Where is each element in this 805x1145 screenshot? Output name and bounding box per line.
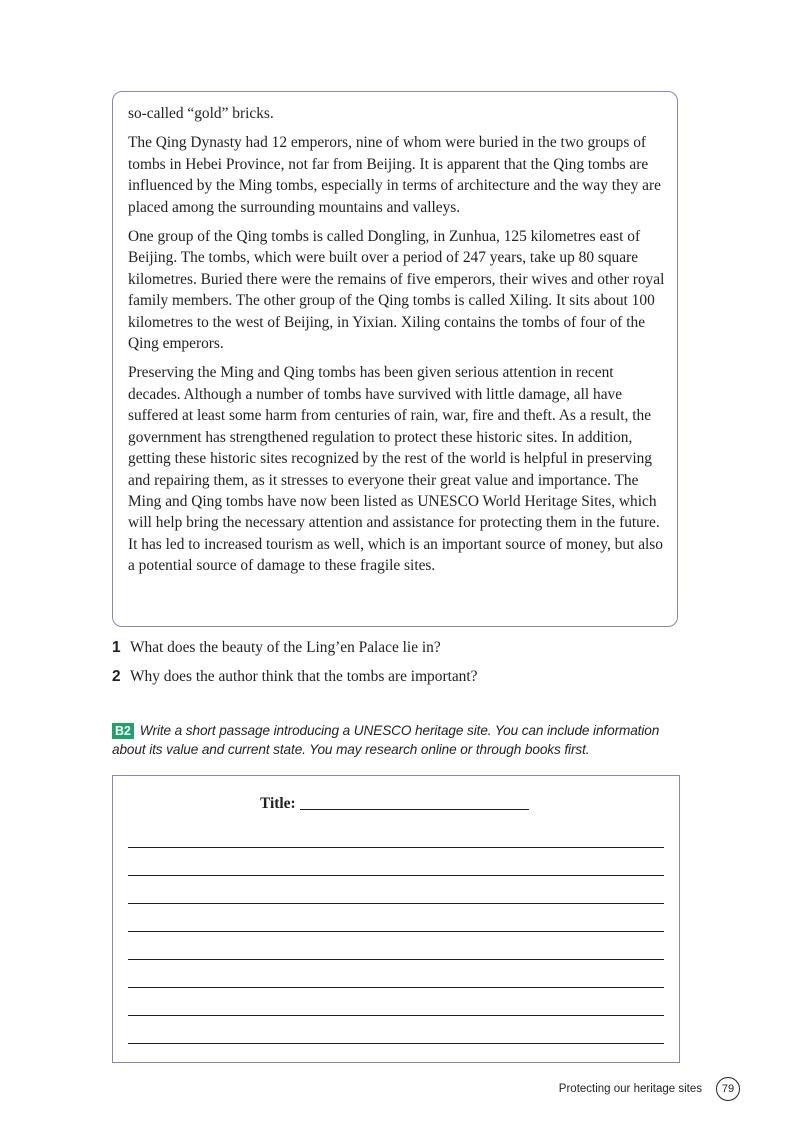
writing-line[interactable]	[128, 1015, 664, 1016]
footer-section-title: Protecting our heritage sites	[558, 1083, 702, 1095]
title-blank-line[interactable]	[300, 795, 529, 810]
question-item	[112, 667, 682, 687]
writing-line[interactable]	[128, 847, 664, 848]
comprehension-questions	[112, 638, 682, 696]
writing-area[interactable]	[112, 775, 680, 1063]
title-row	[260, 795, 529, 813]
reading-passage-box	[112, 91, 678, 627]
page-number: 79	[716, 1077, 740, 1101]
passage-paragraph-3: One group of the Qing tombs is called Dongling, in Zunhua, 125 kilometres east of Beijing. The tombs, which were built over a period of 247 years, take up 80 square kilometres. Buried there were the remains of five emperors, their wives and other royal family members. The other group of the Qing tombs is called Xiling. It sits about 100 kilometres to the west of Beijing, in Yixian. Xiling contains the tombs of four of the Qing emperors.	[128, 228, 665, 353]
passage-paragraph-2: The Qing Dynasty had 12 emperors, nine of whom were buried in the two groups of tombs in Hebei Province, not far from Beijing. It is apparent that the Qing tombs are influenced by the Ming tombs, especially in terms of architecture and the way they are placed among the surrounding mountains and valleys.	[128, 134, 661, 216]
writing-line[interactable]	[128, 987, 664, 988]
writing-line[interactable]	[128, 875, 664, 876]
passage-paragraph-1: so-called “gold” bricks.	[128, 105, 274, 122]
writing-line[interactable]	[128, 959, 664, 960]
question-item	[112, 638, 682, 658]
title-label: Title:	[260, 795, 296, 812]
question-text: What does the beauty of the Ling’en Palace lie in?	[130, 639, 441, 656]
writing-line[interactable]	[128, 903, 664, 904]
question-number: 2	[112, 668, 121, 685]
writing-task	[112, 721, 682, 759]
question-text: Why does the author think that the tombs are important?	[130, 668, 478, 685]
writing-line[interactable]	[128, 1043, 664, 1044]
question-number: 1	[112, 639, 121, 656]
page-footer	[500, 1077, 740, 1103]
task-instruction: Write a short passage introducing a UNESCO heritage site. You can include information about its value and current state. You may research online or through books first.	[112, 723, 660, 757]
writing-line[interactable]	[128, 931, 664, 932]
task-badge: B2	[112, 723, 134, 739]
passage-paragraph-4: Preserving the Ming and Qing tombs has been given serious attention in recent decades. Although a number of tombs have survived with little damage, all have suffered at least some harm from centuries of rain, war, fire and theft. As a result, the government has strengthened regulation to protect these historic sites. In addition, getting these historic sites recognized by the rest of the world is helpful in preserving and repairing them, as it stresses to everyone their great value and importance. The Ming and Qing tombs have now been listed as UNESCO World Heritage Sites, which will help bring the necessary attention and assistance for protecting them in the future. It has led to increased tourism as well, which is an important source of money, but also a potential source of damage to these fragile sites.	[128, 364, 663, 575]
